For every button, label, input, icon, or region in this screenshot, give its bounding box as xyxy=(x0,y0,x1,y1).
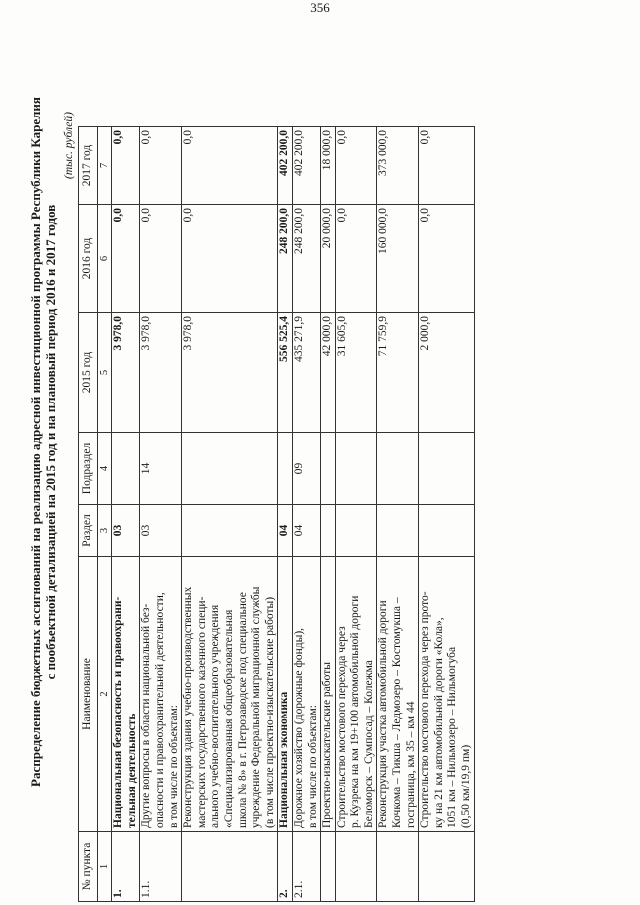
row-name xyxy=(292,557,320,832)
row-section xyxy=(182,505,278,557)
row-name-line: учреждение Федеральной миграционной службы xyxy=(250,586,263,828)
row-2015: 556 525,4 xyxy=(278,313,293,433)
row-number xyxy=(335,832,377,902)
col-index: 6 xyxy=(97,205,112,313)
row-name-line: Дорожное хозяйство (дорожные фонды), xyxy=(292,627,305,828)
row-section xyxy=(335,505,377,557)
row-2015: 71 759,9 xyxy=(377,313,419,433)
row-name-line: (0,50 км/19,9 пм) xyxy=(460,744,473,828)
table-row xyxy=(292,127,320,902)
row-name-line: 1051 км – Нильмозеро – Нильмогуба xyxy=(446,646,459,828)
row-subsection xyxy=(377,433,419,505)
row-name-line: Строительство мостового перехода через xyxy=(335,626,348,828)
header-subsection: Подраздел xyxy=(79,433,98,505)
row-name-line: Строительство мостового перехода через прото- xyxy=(419,591,432,828)
table-row xyxy=(278,127,293,902)
table-row xyxy=(112,127,140,902)
row-name-line: тельная деятельность xyxy=(125,713,138,828)
row-2017: 402 200,0 xyxy=(292,127,320,205)
row-2017: 0,0 xyxy=(419,127,474,205)
row-section xyxy=(321,505,336,557)
row-2017: 0,0 xyxy=(182,127,278,205)
col-index: 4 xyxy=(97,433,112,505)
row-subsection xyxy=(112,433,140,505)
row-name xyxy=(112,557,140,832)
row-number: 2. xyxy=(278,832,293,902)
row-2016: 0,0 xyxy=(112,205,140,313)
row-section: 04 xyxy=(278,505,293,557)
header-section: Раздел xyxy=(79,505,98,557)
row-2016: 160 000,0 xyxy=(377,205,419,313)
row-subsection xyxy=(182,433,278,505)
row-name-line: опасности и правоохранительной деятельности, xyxy=(153,592,166,828)
row-2015: 3 978,0 xyxy=(140,313,182,433)
row-name-line: ку на 21 км автомобильной дороги «Кола», xyxy=(432,617,445,828)
row-name-line: школа № 8» в г. Петрозаводске под специальное xyxy=(236,592,249,828)
header-2016: 2016 год xyxy=(79,205,98,313)
investment-table xyxy=(78,126,475,902)
row-section xyxy=(419,505,474,557)
row-name xyxy=(321,557,336,832)
row-section: 04 xyxy=(292,505,320,557)
column-index-row xyxy=(97,127,112,902)
col-index: 1 xyxy=(97,832,112,902)
row-name-line: в том числе по объектам: xyxy=(306,705,319,828)
row-name-line: Другие вопросы в области национальной без- xyxy=(140,603,153,828)
row-name-line: Кочкома – Тикша – Ледмозеро – Костомукша – xyxy=(391,597,404,828)
row-2016: 248 200,0 xyxy=(292,205,320,313)
row-subsection xyxy=(335,433,377,505)
row-name-line: ального учебно-воспитательного учреждения xyxy=(209,604,222,828)
row-name-line: (в том числе проектно-изыскательские работы) xyxy=(263,596,276,828)
row-number xyxy=(182,832,278,902)
document-title xyxy=(28,62,58,822)
col-index: 7 xyxy=(97,127,112,205)
col-index: 3 xyxy=(97,505,112,557)
row-name xyxy=(419,557,474,832)
row-name-line: Реконструкция участка автомобильной дороги xyxy=(377,600,390,828)
table-row xyxy=(321,127,336,902)
title-line-1: Распределение бюджетных ассигнований на реализацию адресной инвестиционной программы Республики Карелия xyxy=(28,97,43,787)
row-name-line: в том числе по объектам: xyxy=(167,705,180,828)
row-subsection xyxy=(321,433,336,505)
row-2017: 0,0 xyxy=(335,127,377,205)
row-2016: 0,0 xyxy=(182,205,278,313)
row-2017: 0,0 xyxy=(140,127,182,205)
row-name xyxy=(335,557,377,832)
row-name-line: Национальная экономика xyxy=(278,691,291,828)
row-2015: 3 978,0 xyxy=(182,313,278,433)
row-name xyxy=(278,557,293,832)
row-2016: 248 200,0 xyxy=(278,205,293,313)
row-number xyxy=(321,832,336,902)
header-2015: 2015 год xyxy=(79,313,98,433)
header-name: Наименование xyxy=(79,557,98,832)
row-2016: 0,0 xyxy=(335,205,377,313)
rotated-page xyxy=(20,2,620,902)
row-2015: 435 271,9 xyxy=(292,313,320,433)
row-2017: 373 000,0 xyxy=(377,127,419,205)
row-name-line: Реконструкция здания учебно-производственных xyxy=(182,586,195,828)
row-2015: 2 000,0 xyxy=(419,313,474,433)
row-subsection: 14 xyxy=(140,433,182,505)
row-name xyxy=(140,557,182,832)
title-line-2: с пообъектной детализацией на 2015 год и на плановый период 2016 и 2017 годов xyxy=(43,204,58,680)
row-section xyxy=(377,505,419,557)
row-name-line: госграница, км 35 – км 44 xyxy=(404,701,417,828)
header-2017: 2017 год xyxy=(79,127,98,205)
row-name-line: р. Кузрека на км 19+100 автомобильной дороги xyxy=(349,595,362,828)
header-num: № пункта xyxy=(79,832,98,902)
row-subsection: 09 xyxy=(292,433,320,505)
row-2015: 3 978,0 xyxy=(112,313,140,433)
table-row xyxy=(140,127,182,902)
row-number: 1. xyxy=(112,832,140,902)
row-2017: 18 000,0 xyxy=(321,127,336,205)
row-name xyxy=(377,557,419,832)
row-2015: 31 605,0 xyxy=(335,313,377,433)
table-body xyxy=(112,127,474,902)
unit-note: (тыс. рублей) xyxy=(63,112,75,179)
row-name-line: Проектно-изыскательские работы xyxy=(321,662,334,828)
row-subsection xyxy=(278,433,293,505)
col-index: 5 xyxy=(97,313,112,433)
table-row xyxy=(182,127,278,902)
row-2017: 0,0 xyxy=(112,127,140,205)
row-name xyxy=(182,557,278,832)
page-number: 356 xyxy=(310,0,330,15)
row-2016: 20 000,0 xyxy=(321,205,336,313)
header-row xyxy=(79,127,98,902)
row-2017: 402 200,0 xyxy=(278,127,293,205)
row-number: 1.1. xyxy=(140,832,182,902)
row-section: 03 xyxy=(140,505,182,557)
table-row xyxy=(419,127,474,902)
row-subsection xyxy=(419,433,474,505)
row-section: 03 xyxy=(112,505,140,557)
row-2015: 42 000,0 xyxy=(321,313,336,433)
table-row xyxy=(377,127,419,902)
row-name-line: «Специализированная общеобразовательная xyxy=(222,609,235,828)
table-row xyxy=(335,127,377,902)
row-number xyxy=(377,832,419,902)
row-name-line: Национальная безопасность и правоохрани- xyxy=(112,596,125,828)
row-2016: 0,0 xyxy=(419,205,474,313)
row-name-line: Беломорск – Сумпосад – Колежма xyxy=(362,660,375,828)
row-number xyxy=(419,832,474,902)
col-index: 2 xyxy=(97,557,112,832)
row-number: 2.1. xyxy=(292,832,320,902)
row-2016: 0,0 xyxy=(140,205,182,313)
row-name-line: мастерских государственного казенного специ- xyxy=(195,596,208,828)
